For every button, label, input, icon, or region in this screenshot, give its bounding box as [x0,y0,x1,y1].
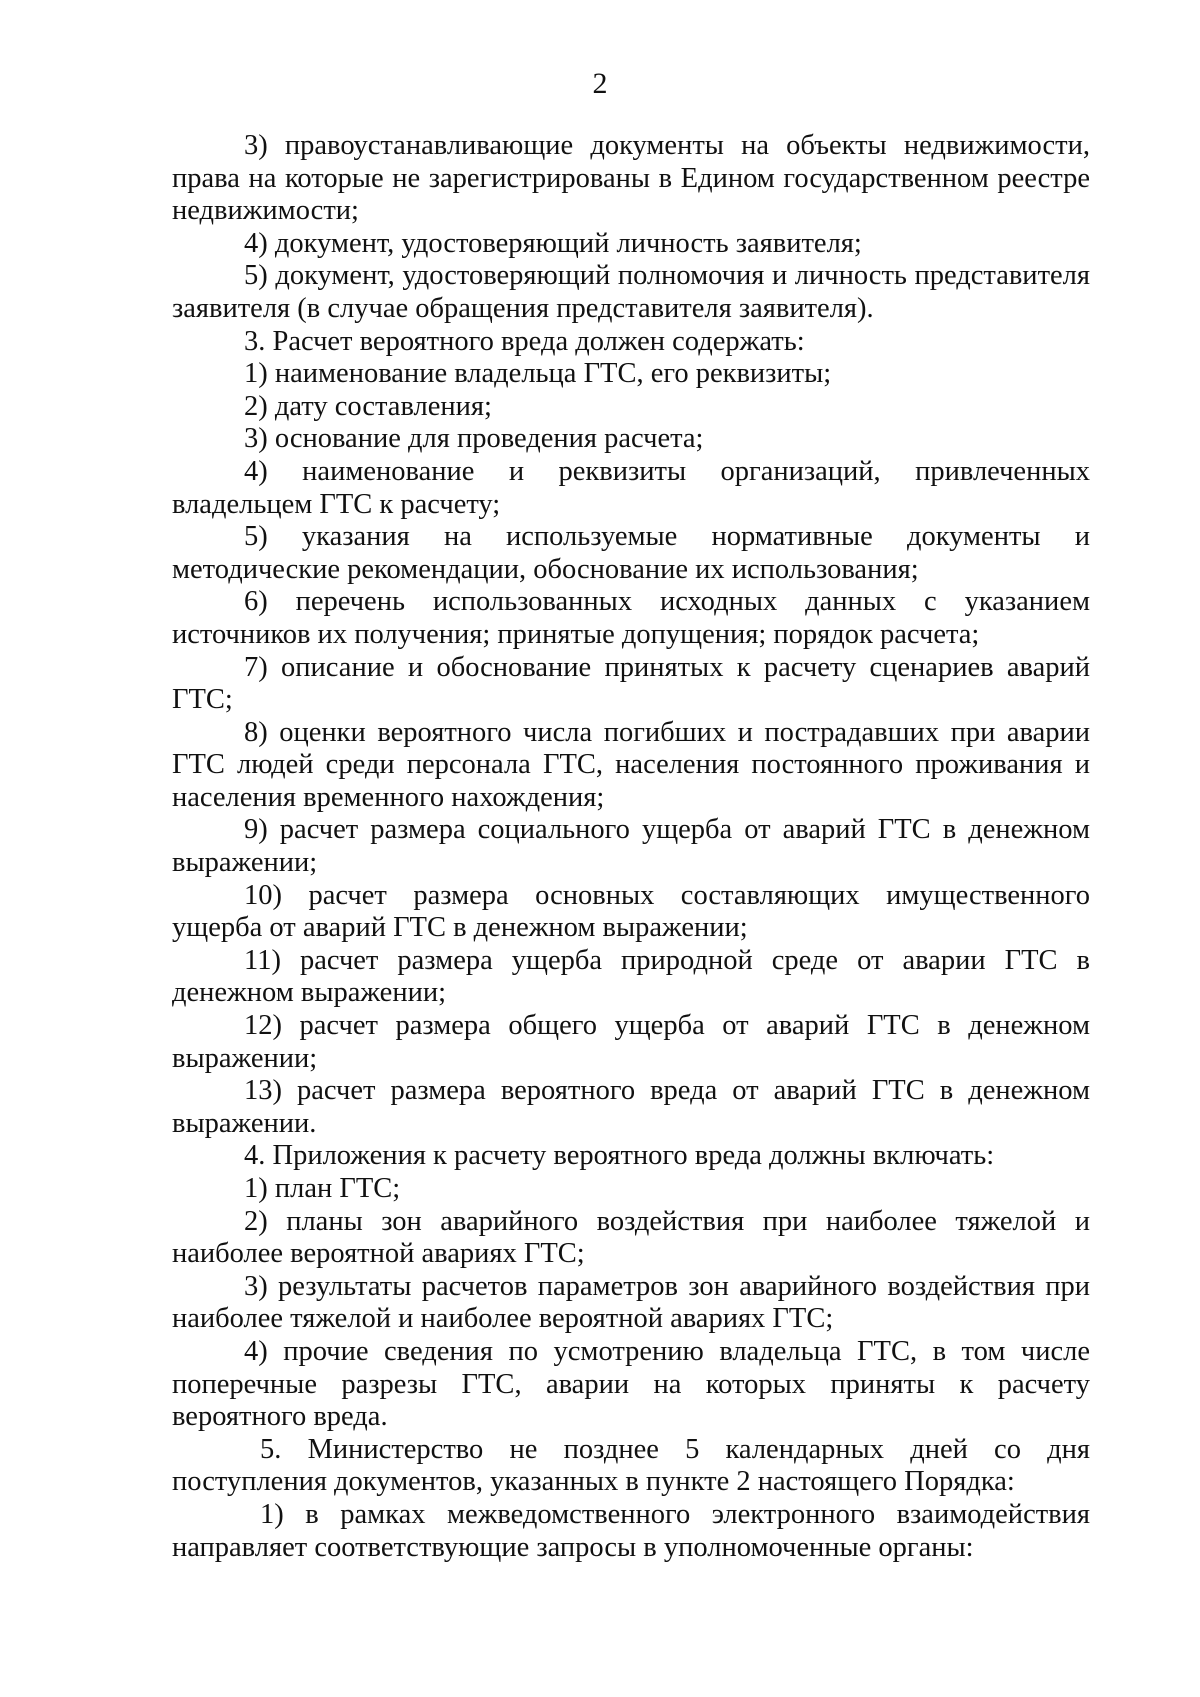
paragraph-section-4-heading: 4. Приложения к расчету вероятного вреда должны включать: [244,1140,995,1172]
paragraph-item-11-environment-damage: 11) расчет размера ущерба природной среде от аварии ГТС в денежном выражении; [172,944,1090,1009]
paragraph-item-1-owner-name: 1) наименование владельца ГТС, его реквизиты; [244,358,832,390]
page-number: 2 [592,67,608,100]
paragraph-item-6-input-data: 6) перечень использованных исходных данных с указанием источников их получения; принятые допущения; порядок расчета; [172,586,1090,650]
paragraph-item-12-total-damage: 12) расчет размера общего ущерба от аварий ГТС в денежном выражении; [172,1010,1090,1074]
document-body [172,130,1090,1564]
paragraph-item-3-title-documents: 3) правоустанавливающие документы на объекты недвижимости, права на которые не зарегистрированы в Едином государственном реестре недвижимости; [172,130,1090,227]
paragraph-section-5-item-1: 1) в рамках межведомственного электронного взаимодействия направляет соответствующие запросы в уполномоченные органы: [172,1498,1090,1563]
paragraph-item-5-normative-documents: 5) указания на используемые нормативные документы и методические рекомендации, обоснование их использования; [172,521,1090,585]
paragraph-item-9-social-damage: 9) расчет размера социального ущерба от аварий ГТС в денежном выражении; [172,814,1090,879]
paragraph-section-5-heading: 5. Министерство не позднее 5 календарных дней со дня поступления документов, указанных в пункте 2 настоящего Порядка: [172,1433,1090,1498]
paragraph-item-10-property-damage: 10) расчет размера основных составляющих имущественного ущерба от аварий ГТС в денежном выражении; [172,879,1090,944]
paragraph-section-3-heading: 3. Расчет вероятного вреда должен содержать: [244,325,805,357]
paragraph-appendix-1-plan: 1) план ГТС; [244,1173,401,1204]
paragraph-item-5-representative-document: 5) документ, удостоверяющий полномочия и личность представителя заявителя (в случае обращения представителя заявителя). [172,260,1090,324]
paragraph-appendix-4-other-information: 4) прочие сведения по усмотрению владельца ГТС, в том числе поперечные разрезы ГТС, аварии на которых приняты к расчету вероятного вреда. [172,1335,1090,1433]
paragraph-item-4-identity-document: 4) документ, удостоверяющий личность заявителя; [244,227,862,259]
paragraph-item-8-casualties: 8) оценки вероятного числа погибших и пострадавших при аварии ГТС людей среди персонала ГТС, населения постоянного проживания и населения временного нахождения; [172,716,1090,813]
paragraph-appendix-2-zone-plans: 2) планы зон аварийного воздействия при наиболее тяжелой и наиболее вероятной авариях ГТС; [172,1205,1090,1270]
paragraph-item-4-organizations: 4) наименование и реквизиты организаций, привлеченных владельцем ГТС к расчету; [172,455,1090,520]
paragraph-item-2-date: 2) дату составления; [244,390,492,422]
paragraph-item-13-probable-harm: 13) расчет размера вероятного вреда от аварий ГТС в денежном выражении. [172,1075,1090,1139]
paragraph-item-3-basis: 3) основание для проведения расчета; [244,423,704,455]
paragraph-item-7-scenarios: 7) описание и обоснование принятых к расчету сценариев аварий ГТС; [172,651,1090,716]
paragraph-appendix-3-calculation-results: 3) результаты расчетов параметров зон аварийного воздействия при наиболее тяжелой и наиболее вероятной авариях ГТС; [172,1270,1090,1335]
